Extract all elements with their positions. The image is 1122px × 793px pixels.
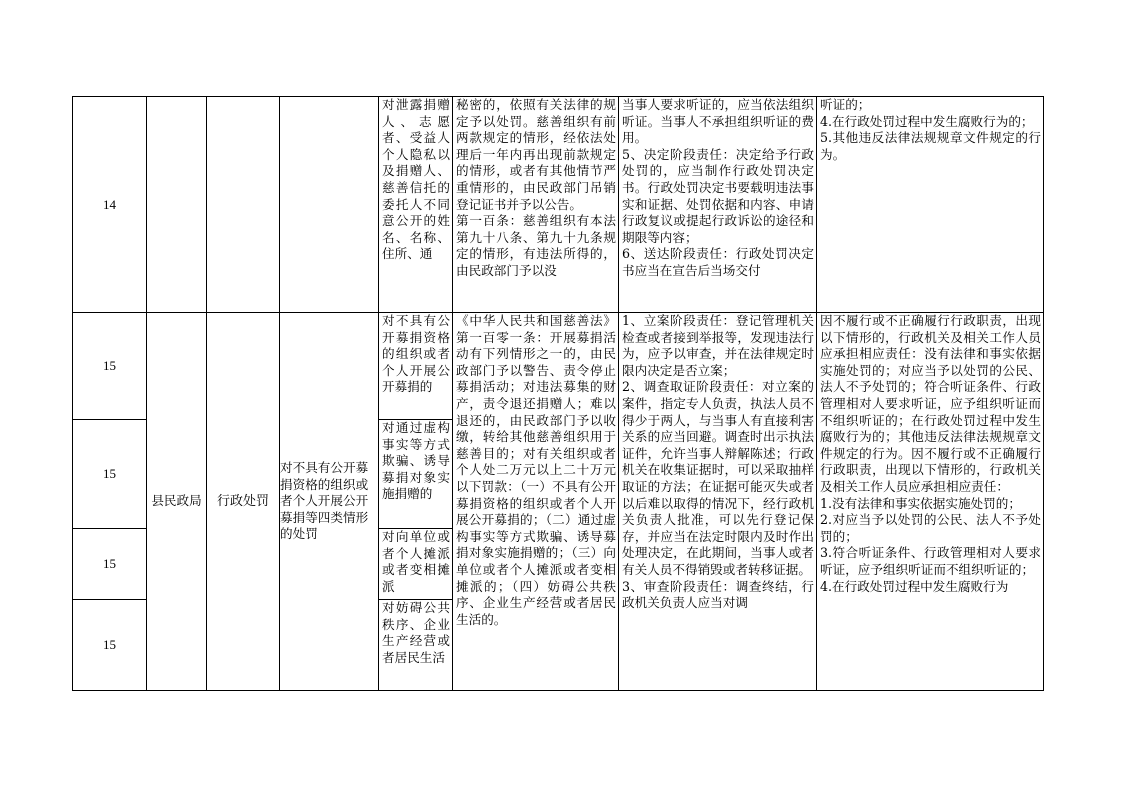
row-number: 15 — [73, 529, 147, 600]
table-row-15a — [73, 313, 1044, 420]
responsibility-text: 1、立案阶段责任：登记管理机关检查或者接到举报等，发现违法行为，应予以审查，并在法律规定时限内决定是否立案； 2、调查取证阶段责任：对立案的案件，指定专人负责，执法人员不得少于两人，与当事人有直接利害关系的应当回避。调查时出示执法证件，允许当事人辩解陈述；行政机关在收集证据时，可以采取抽样取证的方法；在证据可能灭失或者以后难以取得的情况下，经行政机关负责人批准，可以先行登记保存，并应当在法定时限内及时作出处理决定，在此期间，当事人或者有关人员不得销毁或者转移证据。 3、审查阶段责任：调查终结，行政机关负责人应当对调 — [622, 313, 814, 611]
accountability-text: 听证的； 4.在行政处罚过程中发生腐败行为的； 5.其他违反法律法规规章文件规定的行为。 — [820, 97, 1041, 162]
sub-item-cell — [379, 313, 453, 420]
legal-basis-text: 《中华人民共和国慈善法》第一百零一条：开展募捐活动有下列情形之一的，由民政部门予以警告、责令停止募捐活动；对违法募集的财产，责令退还捐赠人；难以退还的，由民政部门予以收缴，转给其他慈善组织用于慈善目的；对有关组织或者个人处二万元以上二十万元以下罚款：（一）不具有公开募捐资格的组织或者个人开展公开募捐的；（二）通过虚构事实等方式欺骗、诱导募捐对象实施捐赠的；（三）向单位或者个人摊派或者变相摊派的；（四）妨碍公共秩序、企业生产经营或者居民生活的。 — [456, 313, 616, 627]
legal-basis-text: 秘密的，依照有关法律的规定予以处罚。慈善组织有前两款规定的情形，经依法处理后一年内再出现前款规定的情形，或者有其他情节严重情形的，由民政部门吊销登记证书并予以公告。 第一百条：慈善组织有本法第九十八条、第九十九条规定的情形，有违法所得的，由民政部门予以没 — [456, 97, 616, 278]
legal-basis-cell — [453, 97, 619, 313]
row-number: 15 — [73, 600, 147, 691]
accountability-text: 因不履行或不正确履行行政职责，出现以下情形的，行政机关及相关工作人员应承担相应责任：没有法律和事实依据实施处罚的；对应当予以处罚的公民、法人不予处罚的；符合听证条件、行政管理相对人要求听证，应予组织听证而不组织听证的；在行政处罚过程中发生腐败行为的；其他违反法律法规规章文件规定的行为。因不履行或不正确履行行政职责，出现以下情形的，行政机关及相关工作人员应承担相应责任： 1.没有法律和事实依据实施处罚的； 2.对应当予以处罚的公民、法人不予处罚的； 3.符合听证条件、行政管理相对人要求听证，应予组织听证而不组织听证的； 4.在行政处罚过程中发生腐败行为 — [820, 313, 1041, 594]
item-name-cell: 对不具有公开募捐资格的组织或者个人开展公开募捐等四类情形的处罚 — [280, 313, 379, 691]
responsibility-cell — [619, 313, 817, 691]
power-list-table — [72, 96, 1044, 691]
sub-item-cell — [379, 600, 453, 691]
responsibility-cell — [619, 97, 817, 313]
sub-item-cell — [379, 97, 453, 313]
category-cell: 行政处罚 — [207, 313, 280, 691]
row-number: 14 — [73, 97, 147, 313]
sub-item-text: 对妨碍公共秩序、企业生产经营或者居民生活 — [382, 600, 450, 665]
row-number: 15 — [73, 420, 147, 529]
sub-item-text: 对不具有公开募捐资格的组织或者个人开展公开募捐的 — [382, 313, 450, 395]
item-name-cell-empty — [280, 97, 379, 313]
subject-text: 县民政局 — [151, 493, 202, 509]
row-number: 15 — [73, 313, 147, 420]
sub-item-text: 对通过虚构事实等方式欺骗、诱导募捐对象实施捐赠的 — [382, 420, 450, 502]
accountability-cell — [817, 313, 1044, 691]
sub-item-cell — [379, 420, 453, 529]
responsibility-text: 当事人要求听证的，应当依法组织听证。当事人不承担组织听证的费用。 5、决定阶段责任：决定给予行政处罚的，应当制作行政处罚决定书。行政处罚决定书要载明违法事实和证据、处罚依据和内容、申请行政复议或提起行政诉讼的途径和期限等内容； 6、送达阶段责任：行政处罚决定书应当在宣告后当场交付 — [622, 97, 814, 278]
accountability-cell — [817, 97, 1044, 313]
subject-cell — [147, 313, 207, 691]
table-row-14 — [73, 97, 1044, 313]
subject-cell-empty — [147, 97, 207, 313]
category-cell-empty — [207, 97, 280, 313]
legal-basis-cell — [453, 313, 619, 691]
sub-item-text: 对向单位或者个人摊派或者变相摊派 — [382, 529, 450, 594]
sub-item-cell — [379, 529, 453, 600]
sub-item-text: 对泄露捐赠人、志愿者、受益人个人隐私以及捐赠人、慈善信托的委托人不同意公开的姓名、名称、住所、通 — [382, 97, 450, 262]
